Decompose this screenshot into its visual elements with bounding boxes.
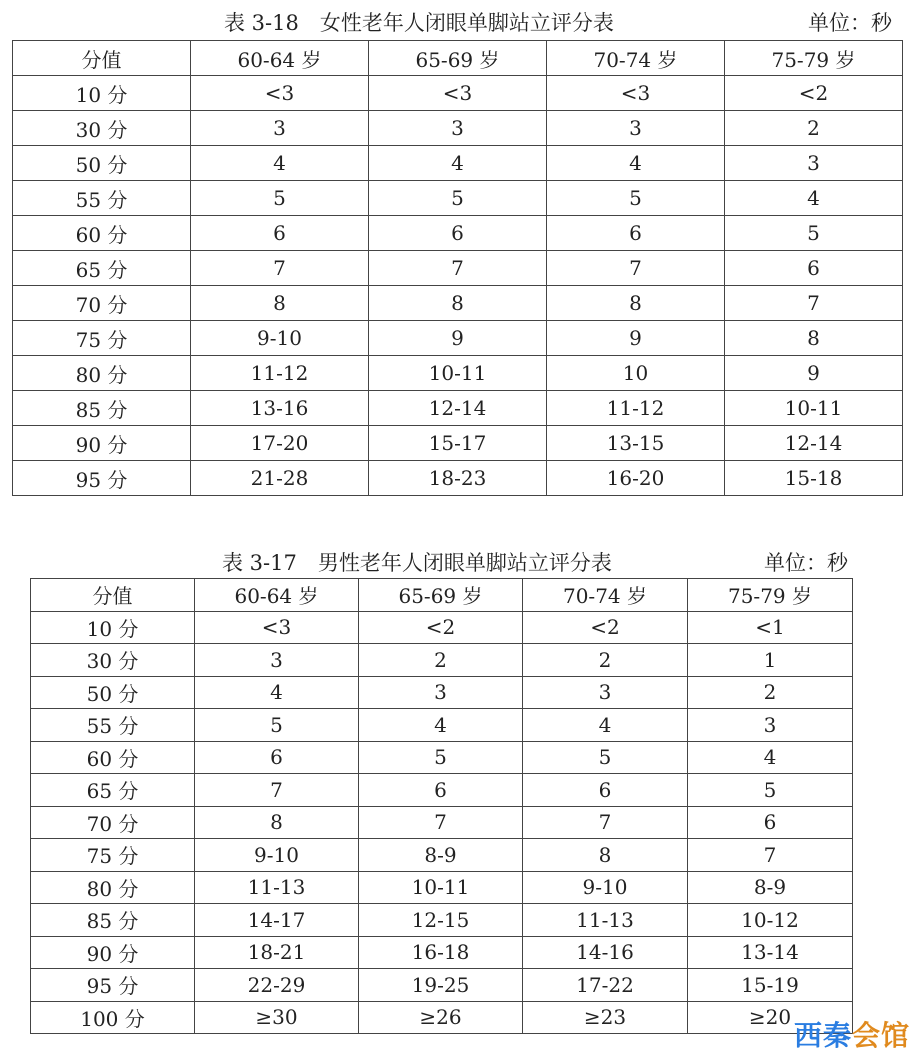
value-cell: 7 [195,774,359,807]
table-row [31,904,853,937]
table-row [31,644,853,677]
value-cell: 15-18 [725,461,903,496]
male-score-table [30,578,853,1034]
value-cell: 3 [688,709,853,742]
value-cell: 3 [523,676,688,709]
score-cell: 90 分 [13,426,191,461]
value-cell: 4 [725,181,903,216]
value-cell: 6 [547,216,725,251]
value-cell: 8 [369,286,547,321]
score-cell: 80 分 [13,356,191,391]
value-cell: 9 [725,356,903,391]
female-table-unit: 单位：秒 [808,11,892,35]
value-cell: 8-9 [359,839,523,872]
value-cell: <3 [191,76,369,111]
value-cell: 11-12 [547,391,725,426]
value-cell: 21-28 [191,461,369,496]
value-cell: 6 [191,216,369,251]
table-row [13,321,903,356]
score-cell: 65 分 [13,251,191,286]
table-row [13,461,903,496]
value-cell: 17-20 [191,426,369,461]
value-cell: 8 [547,286,725,321]
value-cell: 6 [195,741,359,774]
table-row [31,969,853,1002]
value-cell: 13-16 [191,391,369,426]
value-cell: ≥23 [523,1001,688,1034]
score-cell: 55 分 [31,709,195,742]
table-row [31,1001,853,1034]
value-cell: 7 [547,251,725,286]
score-cell: 50 分 [13,146,191,181]
male-table-unit: 单位：秒 [764,551,848,575]
table-row [13,286,903,321]
value-cell: 3 [191,111,369,146]
value-cell: <2 [725,76,903,111]
header-cell: 75-79 岁 [725,41,903,76]
value-cell: 16-20 [547,461,725,496]
score-cell: 70 分 [13,286,191,321]
value-cell: 15-17 [369,426,547,461]
table-row [13,111,903,146]
score-cell: 95 分 [13,461,191,496]
value-cell: 10-11 [725,391,903,426]
table-row [31,741,853,774]
value-cell: 3 [547,111,725,146]
value-cell: 11-12 [191,356,369,391]
value-cell: 9 [547,321,725,356]
header-cell: 65-69 岁 [359,579,523,612]
value-cell: <2 [359,611,523,644]
header-cell: 分值 [13,41,191,76]
value-cell: 4 [369,146,547,181]
table-row [13,391,903,426]
value-cell: 7 [359,806,523,839]
score-cell: 50 分 [31,676,195,709]
value-cell: 8 [191,286,369,321]
header-cell: 70-74 岁 [523,579,688,612]
value-cell: 10-11 [369,356,547,391]
score-cell: 65 分 [31,774,195,807]
value-cell: 3 [195,644,359,677]
score-cell: 70 分 [31,806,195,839]
table-row [31,676,853,709]
value-cell: 5 [547,181,725,216]
header-cell: 分值 [31,579,195,612]
value-cell: 8-9 [688,871,853,904]
value-cell: 4 [191,146,369,181]
header-cell: 60-64 岁 [191,41,369,76]
value-cell: 19-25 [359,969,523,1002]
value-cell: 7 [369,251,547,286]
value-cell: 8 [195,806,359,839]
value-cell: 9-10 [195,839,359,872]
value-cell: 13-14 [688,936,853,969]
value-cell: 1 [688,644,853,677]
value-cell: 3 [369,111,547,146]
value-cell: 4 [195,676,359,709]
value-cell: 4 [359,709,523,742]
table-row [13,356,903,391]
table-header-row [13,41,903,76]
value-cell: ≥30 [195,1001,359,1034]
score-cell: 10 分 [13,76,191,111]
value-cell: 5 [523,741,688,774]
value-cell: 4 [688,741,853,774]
value-cell: 5 [725,216,903,251]
table-row [13,146,903,181]
header-cell: 75-79 岁 [688,579,853,612]
table-header-row [31,579,853,612]
score-cell: 10 分 [31,611,195,644]
watermark-text-b: 会馆 [851,1019,910,1052]
value-cell: 4 [523,709,688,742]
value-cell: 7 [725,286,903,321]
value-cell: 7 [523,806,688,839]
value-cell: 2 [725,111,903,146]
score-cell: 30 分 [31,644,195,677]
table-row [13,181,903,216]
table-row [31,839,853,872]
value-cell: 2 [688,676,853,709]
value-cell: 4 [547,146,725,181]
value-cell: 8 [725,321,903,356]
value-cell: 10 [547,356,725,391]
value-cell: 15-19 [688,969,853,1002]
value-cell: 8 [523,839,688,872]
value-cell: 10-11 [359,871,523,904]
value-cell: 9-10 [523,871,688,904]
value-cell: 11-13 [195,871,359,904]
score-cell: 75 分 [13,321,191,356]
score-cell: 100 分 [31,1001,195,1034]
watermark-text-a: 西秦 [793,1019,852,1052]
score-cell: 85 分 [13,391,191,426]
table-row [13,76,903,111]
header-cell: 65-69 岁 [369,41,547,76]
value-cell: 6 [359,774,523,807]
table-row [13,426,903,461]
value-cell: 12-14 [369,391,547,426]
value-cell: 14-17 [195,904,359,937]
value-cell: 6 [725,251,903,286]
value-cell: 12-14 [725,426,903,461]
score-cell: 55 分 [13,181,191,216]
value-cell: 7 [688,839,853,872]
header-cell: 70-74 岁 [547,41,725,76]
table-row [31,806,853,839]
score-cell: 95 分 [31,969,195,1002]
table-row [31,936,853,969]
value-cell: 6 [369,216,547,251]
value-cell: 16-18 [359,936,523,969]
value-cell: 5 [369,181,547,216]
value-cell: 9-10 [191,321,369,356]
value-cell: <1 [688,611,853,644]
score-cell: 75 分 [31,839,195,872]
female-score-table [12,40,903,496]
value-cell: 14-16 [523,936,688,969]
value-cell: 12-15 [359,904,523,937]
value-cell: 6 [688,806,853,839]
value-cell: 13-15 [547,426,725,461]
table-row [31,871,853,904]
value-cell: 5 [195,709,359,742]
female-table-caption: 表 3-18 女性老年人闭眼单脚站立评分表 [224,11,614,35]
value-cell: <3 [369,76,547,111]
value-cell: 17-22 [523,969,688,1002]
value-cell: 5 [359,741,523,774]
value-cell: 11-13 [523,904,688,937]
table-row [31,709,853,742]
value-cell: 10-12 [688,904,853,937]
table-row [13,251,903,286]
value-cell: 2 [359,644,523,677]
watermark-logo [794,1014,910,1054]
value-cell: 3 [359,676,523,709]
table-row [31,774,853,807]
table-row [13,216,903,251]
score-cell: 60 分 [31,741,195,774]
value-cell: 7 [191,251,369,286]
value-cell: 18-21 [195,936,359,969]
value-cell: <3 [195,611,359,644]
value-cell: <3 [547,76,725,111]
score-cell: 80 分 [31,871,195,904]
table-row [31,611,853,644]
male-table-caption: 表 3-17 男性老年人闭眼单脚站立评分表 [222,551,612,575]
value-cell: 5 [191,181,369,216]
value-cell: 3 [725,146,903,181]
score-cell: 30 分 [13,111,191,146]
value-cell: 22-29 [195,969,359,1002]
value-cell: 6 [523,774,688,807]
value-cell: ≥20 [688,1001,853,1034]
header-cell: 60-64 岁 [195,579,359,612]
value-cell: 9 [369,321,547,356]
score-cell: 85 分 [31,904,195,937]
value-cell: ≥26 [359,1001,523,1034]
value-cell: 2 [523,644,688,677]
value-cell: 5 [688,774,853,807]
score-cell: 60 分 [13,216,191,251]
score-cell: 90 分 [31,936,195,969]
value-cell: <2 [523,611,688,644]
value-cell: 18-23 [369,461,547,496]
